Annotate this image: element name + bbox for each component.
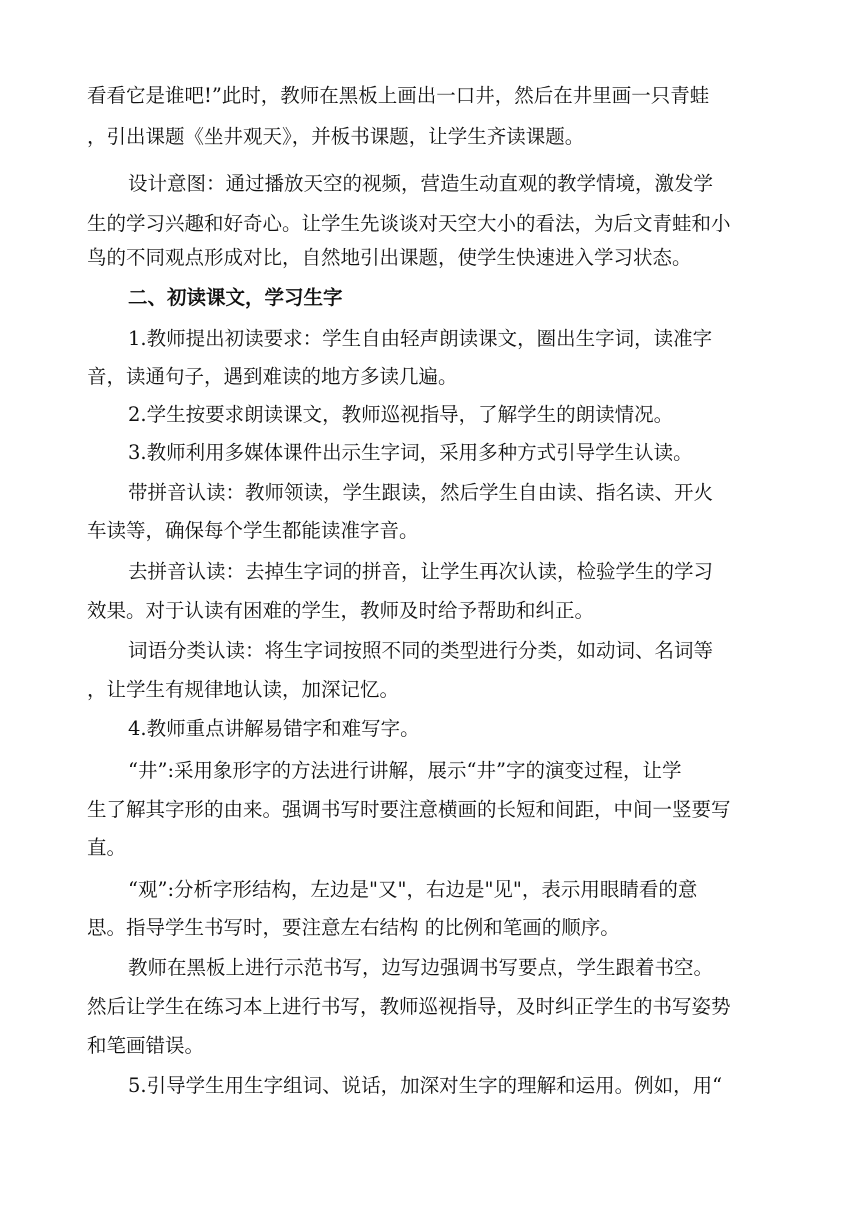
text-line: 音，读通句子，遇到难读的地方多读几遍。: [87, 365, 458, 388]
text-line: 看看它是谁吧!”此时，教师在黑板上画出一口井，然后在井里画一只青蛙: [87, 84, 710, 107]
text-line: 带拼音认读：教师领读，学生跟读，然后学生自由读、指名读、开火: [128, 481, 714, 504]
text-line: “观”:分析字形结构，左边是"又"，右边是"见"，表示用眼睛看的意: [128, 878, 698, 901]
text-line: “井”:采用象形字的方法进行讲解，展示“井”字的演变过程，让学: [128, 759, 682, 782]
text-line: 生了解其字形的由来。强调书写时要注意横画的长短和间距，中间一竖要写: [87, 798, 731, 821]
section-heading: 二、初读课文，学习生字: [128, 286, 343, 309]
text-line: 3.教师利用多媒体课件出示生字词，采用多种方式引导学生认读。: [128, 441, 693, 464]
text-line: 然后让学生在练习本上进行书写，教师巡视指导，及时纠正学生的书写姿势: [87, 995, 731, 1018]
text-line: ，引出课题《坐井观天》，并板书课题，让学生齐读课题。: [87, 125, 585, 148]
text-line: 和笔画错误。: [87, 1034, 205, 1057]
text-line: 生的学习兴趣和好奇心。让学生先谈谈对天空大小的看法，为后文青蛙和小: [87, 212, 731, 235]
text-line: 去拼音认读：去掉生字词的拼音，让学生再次认读，检验学生的学习: [128, 560, 714, 583]
text-line: 车读等，确保每个学生都能读准字音。: [87, 519, 419, 542]
text-line: 2.学生按要求朗读课文，教师巡视指导，了解学生的朗读情况。: [128, 403, 674, 426]
text-line: ，让学生有规律地认读，加深记忆。: [87, 678, 400, 701]
text-line: 教师在黑板上进行示范书写，边写边强调书写要点，学生跟着书空。: [128, 956, 714, 979]
text-line: 鸟的不同观点形成对比，自然地引出课题，使学生快速进入学习状态。: [87, 246, 692, 269]
text-line: 思。指导学生书写时，要注意左右结构 的比例和笔画的顺序。: [87, 916, 620, 939]
text-line: 4.教师重点讲解易错字和难写字。: [128, 717, 420, 740]
text-line: 5.引导学生用生字组词、说话，加深对生字的理解和运用。例如，用“: [128, 1074, 723, 1097]
text-line: 效果。对于认读有困难的学生，教师及时给予帮助和纠正。: [87, 599, 595, 622]
text-line: 直。: [87, 836, 127, 859]
text-line: 词语分类认读：将生字词按照不同的类型进行分类，如动词、名词等: [128, 639, 714, 662]
text-line: 设计意图：通过播放天空的视频，营造生动直观的教学情境，激发学: [128, 172, 714, 195]
text-line: 1.教师提出初读要求：学生自由轻声朗读课文，圈出生字词，读准字: [128, 327, 713, 350]
